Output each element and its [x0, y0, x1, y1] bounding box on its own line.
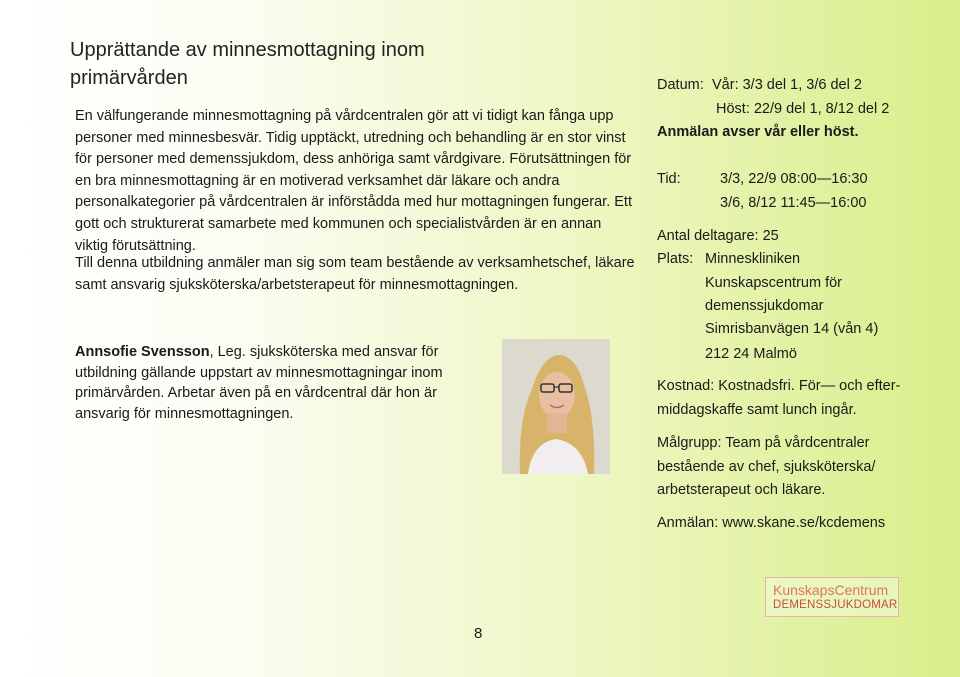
registration-paragraph: Till denna utbildning anmäler man sig som team bestående av verksamhetschef, läkare samt ansvarig sjuksköterska/arbetsterapeut för minnesmottagningen.: [75, 255, 635, 293]
bio-text: , Leg. sjuksköterska med ansvar för utbildning gällande uppstart av minnesmottagningar inom primärvården. Arbetar även på en vårdcentral där hon är ansvarig för minnesmottagningen.: [75, 344, 443, 422]
logo-line-1: KunskapsCentrum: [773, 582, 889, 598]
datum-spring: Vår: 3/3 del 1, 3/6 del 2: [712, 77, 862, 93]
tid-label: Tid:: [657, 171, 681, 187]
bio-paragraph: [75, 342, 475, 424]
plats-label: Plats:: [657, 251, 694, 267]
plats-line: Kunskapscentrum för: [705, 275, 843, 291]
plats-line: Minneskliniken: [705, 251, 801, 267]
signup-link[interactable]: Anmälan: www.skane.se/kcdemens: [657, 515, 886, 531]
participants: Antal deltagare: 25: [657, 228, 779, 244]
target-line: bestående av chef, sjuksköterska/: [657, 459, 876, 475]
plats-line: demenssjukdomar: [705, 298, 824, 314]
target-line: arbetsterapeut och läkare.: [657, 482, 826, 498]
logo-line-2: DEMENSSJUKDOMAR: [773, 599, 898, 611]
page-title: Upprättande av minnesmottagning inom primärvården: [70, 39, 425, 89]
bio-name: Annsofie Svensson: [75, 344, 210, 360]
target-line: Målgrupp: Team på vårdcentraler: [657, 435, 870, 451]
apply-note: Anmälan avser vår eller höst.: [657, 124, 859, 140]
plats-line: 212 24 Malmö: [705, 346, 797, 362]
datum-autumn: Höst: 22/9 del 1, 8/12 del 2: [716, 101, 890, 117]
tid-line-2: 3/6, 8/12 11:45—16:00: [720, 195, 867, 211]
tid-line-1: 3/3, 22/9 08:00—16:30: [720, 171, 868, 187]
intro-paragraph: En välfungerande minnesmottagning på vårdcentralen gör att vi tidigt kan fånga upp personer med minnesbesvär. Tidig upptäckt, utredning och behandling är en stor vinst för personer med demenssjukdom, dess anhöriga samt vårdgivare. Förutsättningen för en bra minnesmottagning är en motiverad verksamhet där läkare och andra personalkategorier på vårdcentralen är införstådda med hur mottagningen fungerar. Ett gott och strukturerat samarbete med kommunen och specialistvården är en annan viktig förutsättning.: [75, 108, 632, 254]
kunskapscentrum-logo: [765, 577, 899, 617]
cost-line-2: middagskaffe samt lunch ingår.: [657, 402, 857, 418]
portrait-photo: [502, 339, 610, 474]
cost-line-1: Kostnad: Kostnadsfri. För— och efter-: [657, 378, 901, 394]
datum-label: Datum:: [657, 77, 704, 93]
page-number: 8: [474, 625, 483, 642]
plats-line: Simrisbanvägen 14 (vån 4): [705, 321, 879, 337]
